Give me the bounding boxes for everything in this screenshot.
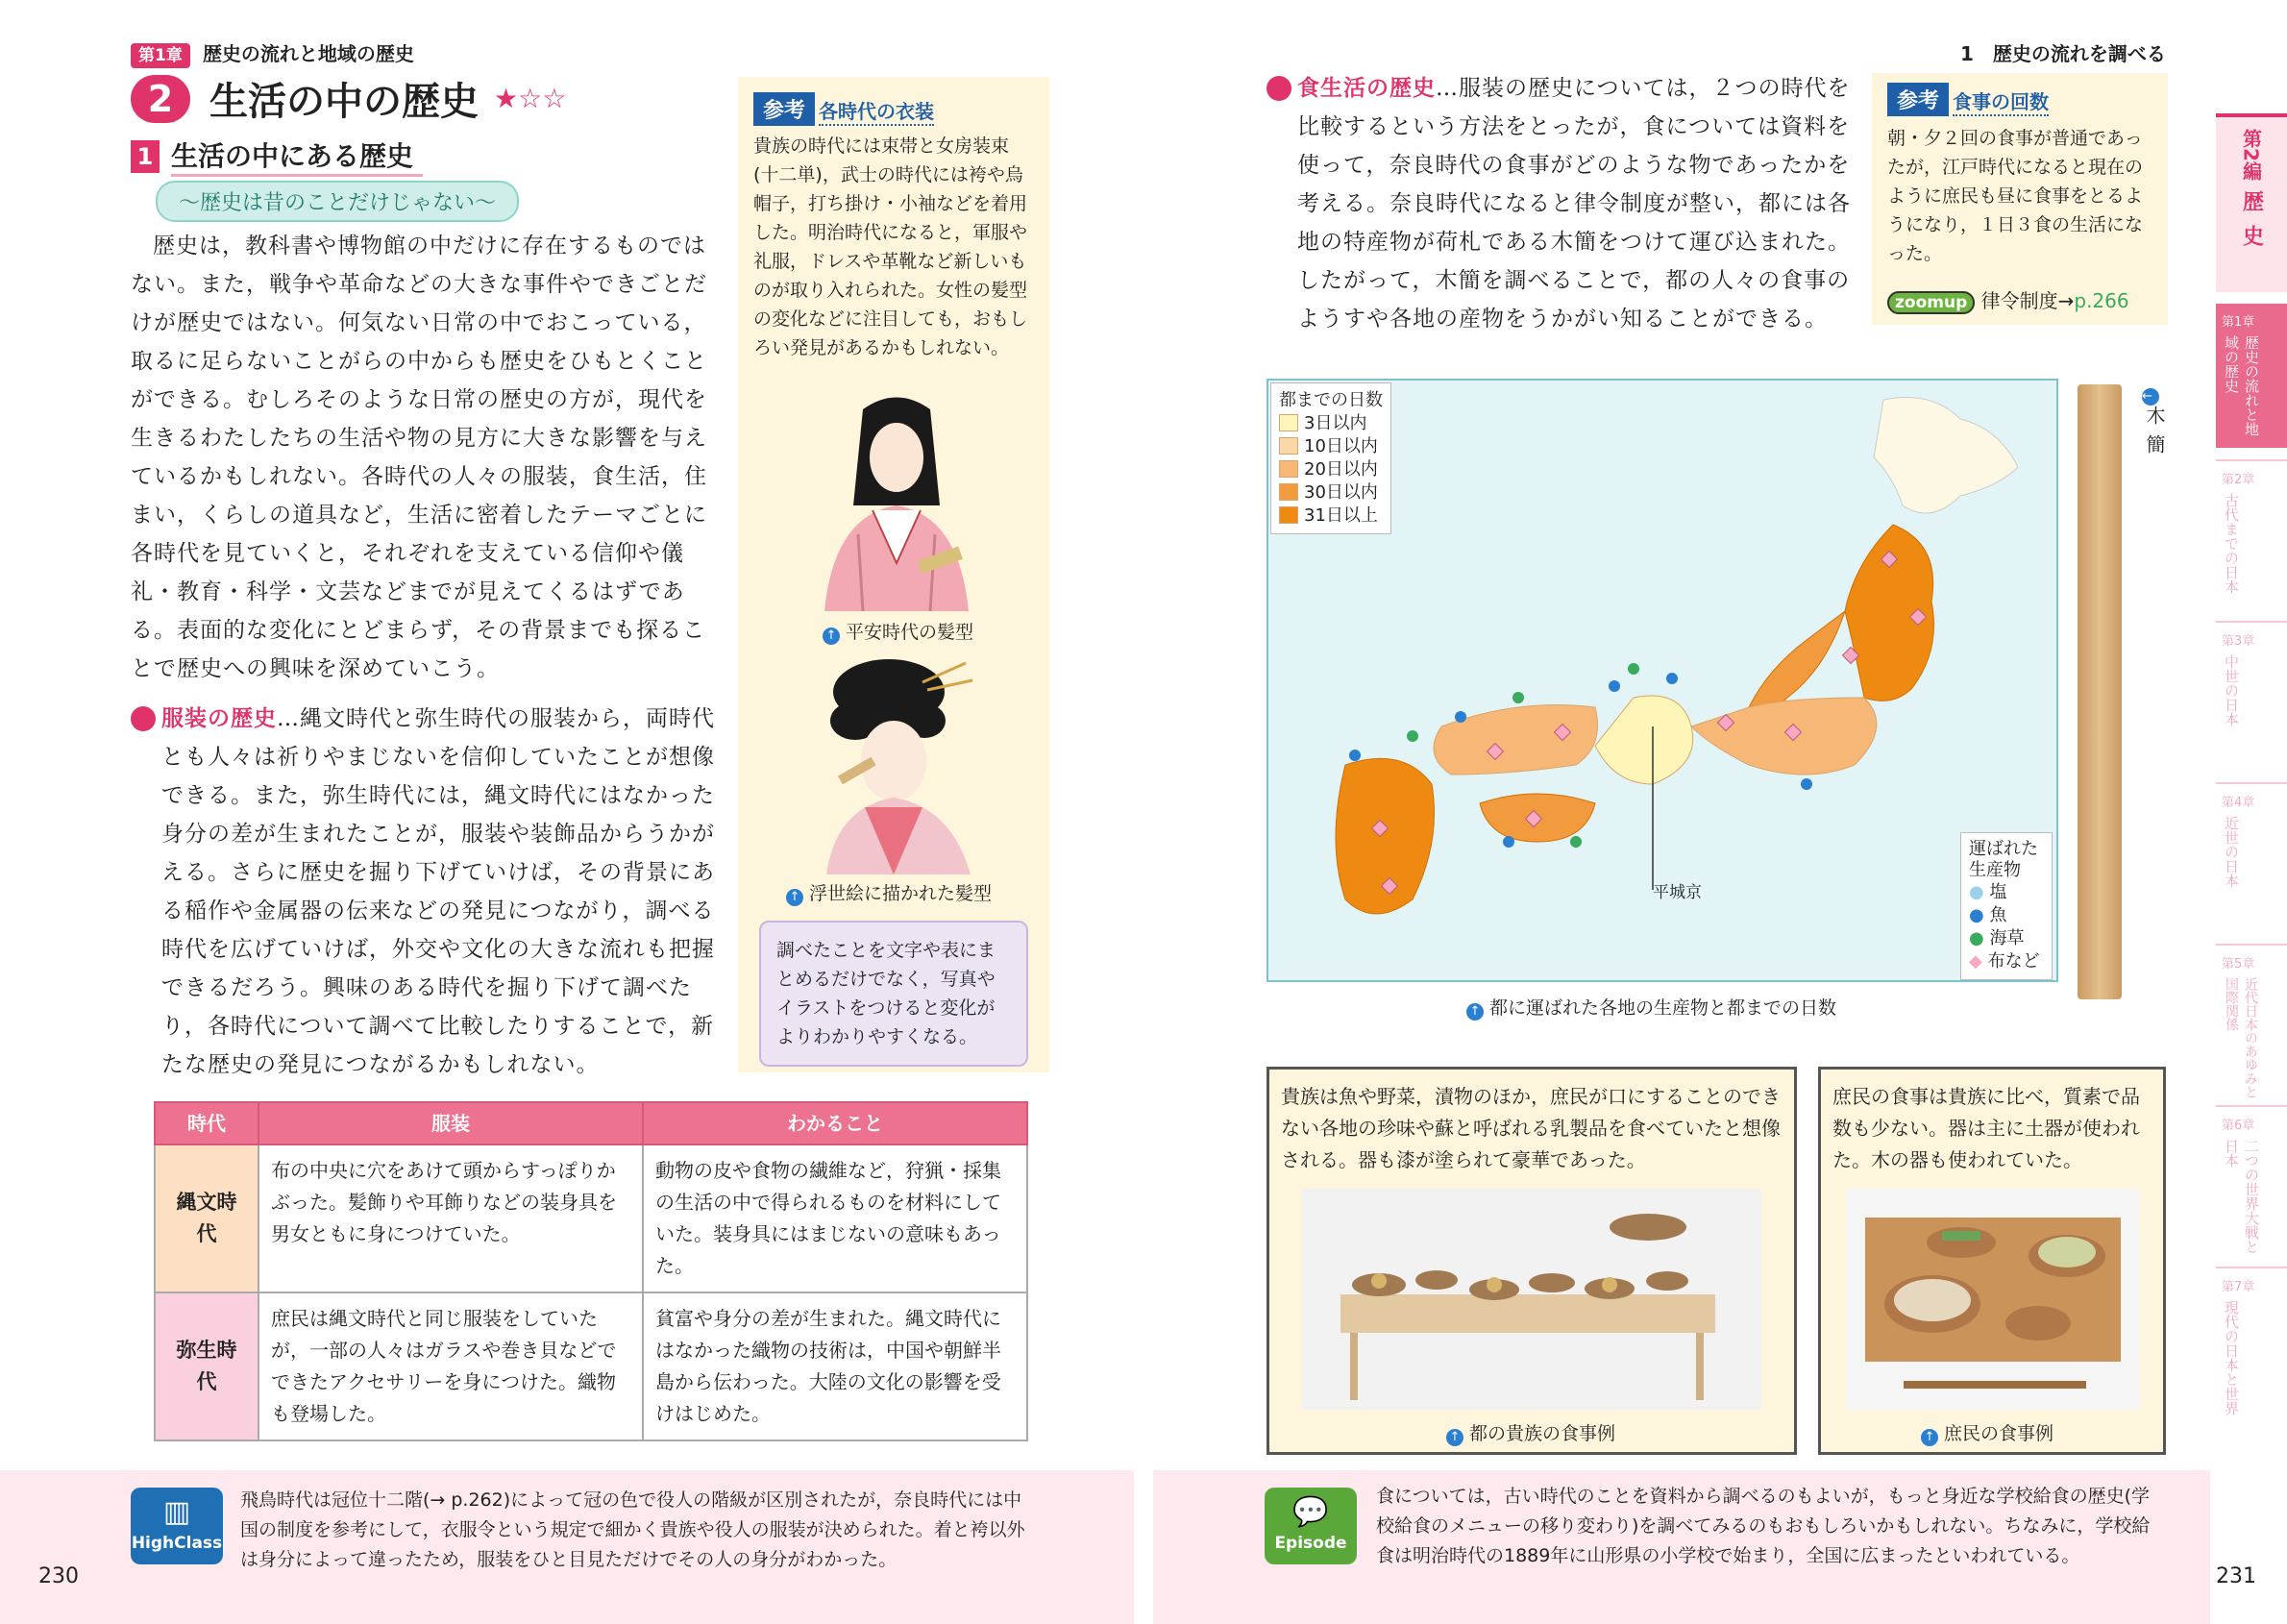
table-header: 時代 xyxy=(155,1102,258,1144)
table-cell-insight: 貧富や身分の差が生まれた。縄文時代にはなかった織物の技術は，中国や朝鮮半島から伝わった。大陸の文化の影響を受けはじめた。 xyxy=(643,1292,1027,1440)
caption-arrow-icon: ↑ xyxy=(1446,1429,1463,1446)
legend-item: 20日以内 xyxy=(1279,458,1383,481)
table-header: 服装 xyxy=(258,1102,643,1144)
table-row xyxy=(155,1144,1027,1292)
subtitle-pill: ～歴史は昔のことだけじゃない～ xyxy=(156,181,519,222)
table-row xyxy=(155,1292,1027,1440)
map-caption: ↑ 都に運ばれた各地の生産物と都までの日数 xyxy=(1466,994,1836,1021)
table-cell-era: 縄文時代 xyxy=(155,1144,258,1292)
legend-item: ◆ 布など xyxy=(1969,951,2040,972)
cloth-icon: ◆ xyxy=(1969,951,1982,972)
caption-arrow-icon: ↑ xyxy=(1466,1003,1484,1021)
reference-tag: 参考 xyxy=(753,92,815,126)
intro-paragraph: 歴史は，教科書や博物館の中だけに存在するものではない。また，戦争や革命などの大きな事件やできごとだけが歴史ではない。何気ない日常の中でおこっている，取るに足らないことがらの中からも歴史をひもとくことができる。むしろそのような日常の歴史の方が，現代を生きるわたしたちの生活や物の見方に大きな影響を与えているかもしれない。各時代の人々の服装，食生活，住まい，くらしの道具など，生活に密着したテーマごとに各時代を見ていくと，それぞれを支えている信仰や儀礼・教育・科学・文芸などまでが見えてくるはずである。表面的な変化にとどまらず，その背景までも探ることで歴史への興味を深めていこう。 xyxy=(131,234,707,681)
seaweed-icon: ● xyxy=(1969,928,1984,948)
commoner-meal-box xyxy=(1818,1067,2166,1455)
zoomup-badge: zoomup xyxy=(1887,291,1975,314)
highclass-badge: ▥ HighClass xyxy=(131,1488,223,1564)
episode-badge: 💬 Episode xyxy=(1265,1488,1357,1564)
chapter-tab-3[interactable]: 第3章 中世の日本 xyxy=(2216,621,2287,782)
table-cell-clothing: 布の中央に穴をあけて頭からすっぽりかぶった。髪飾りや耳飾りなどの装身具を男女ともに身につけていた。 xyxy=(258,1144,643,1292)
reference-title: 食事の回数 xyxy=(1953,86,2049,116)
reference-tag: 参考 xyxy=(1887,83,1949,116)
part-tab[interactable] xyxy=(2216,113,2287,292)
page-number-right: 231 xyxy=(2216,1564,2256,1588)
japan-map xyxy=(1266,379,2058,982)
zoomup-link[interactable]: zoomup 律令制度→p.266 xyxy=(1887,285,2152,313)
difficulty-stars: ★☆☆ xyxy=(494,83,567,114)
table-cell-insight: 動物の皮や食物の繊維など，狩猟・採集の生活の中で得られるものを材料にしていた。装身具にはまじないの意味もあった。 xyxy=(643,1144,1027,1292)
highclass-text: 飛鳥時代は冠位十二階(→ p.262)によって冠の色で役人の階級が区別されたが，奈良時代には中国の制度を参考にして，衣服令という規定で細かく貴族や役人の服装が決められた。着と袴以外は身分によって違ったため，服装をひと目見ただけでその人の身分がわかった。 xyxy=(240,1489,1025,1570)
mokkan-inscription xyxy=(2078,384,2093,423)
item-clothing xyxy=(122,700,717,1084)
noble-meal-box xyxy=(1266,1067,1797,1455)
table-cell-era: 弥生時代 xyxy=(155,1292,258,1440)
chapter-tab-bar xyxy=(2216,113,2287,1459)
legend-item: 30日以内 xyxy=(1279,481,1383,504)
legend-item: 10日以内 xyxy=(1279,435,1383,458)
chapter-tab-5[interactable]: 第5章 近代日本のあゆみと国際関係 xyxy=(2216,944,2287,1105)
chapter-header xyxy=(131,38,414,66)
reference-column xyxy=(738,77,1049,1072)
item2-text: …服装の歴史については，２つの時代を比較するという方法をとったが，食については資料を使って，奈良時代の食事がどのような物であったかを考える。奈良時代になると律令制度が整い，都には各地の特産物が荷札である木簡をつけて運び込まれた。したがって，木簡を調べることで，都の人々の食事のようすや各地の産物をうかがい知ることができる。 xyxy=(1297,76,1851,332)
commoner-meal-caption: ↑ 庶民の食事例 xyxy=(1921,1419,2053,1446)
reference-text: 朝・夕２回の食事が普通であったが，江戸時代になると現在のように庶民も昼に食事をとるようになり，１日３食の生活になった。 xyxy=(1887,128,2144,264)
table-header-row xyxy=(155,1102,1027,1144)
subsection-heading xyxy=(131,135,423,177)
item1-text: …縄文時代と弥生時代の服装から，両時代とも人々は祈りやまじないを信仰していたことが想像できる。また，弥生時代には，縄文時代にはなかった身分の差が生まれたことが，服装や装飾品からうかがえる。さらに歴史を掘り下げていけば，その背景にある稲作や金属器の伝来などの発見につながり，調べる時代を広げていけば，外交や文化の大きな流れも把握できるだろう。興味のある時代を掘り下げて調べたり，各時代について調べて比較したりすることで，新たな歴史の発見につながるかもしれない。 xyxy=(161,706,715,1077)
mokkan-caption: ←木簡 xyxy=(2142,389,2166,463)
subsection-number: 1 xyxy=(131,140,160,173)
chapter-tab-4[interactable]: 第4章 近世の日本 xyxy=(2216,782,2287,944)
tip-box: 調べたことを文字や表にまとめるだけでなく，写真やイラストをつけると変化がよりわかりやすくなる。 xyxy=(759,921,1028,1067)
caption-arrow-icon: ↑ xyxy=(1921,1429,1938,1446)
section-heading xyxy=(131,71,566,126)
clothing-table xyxy=(154,1101,1028,1441)
chapter-tab-6[interactable]: 第6章 二つの世界大戦と日本 xyxy=(2216,1105,2287,1267)
chapter-tab-1[interactable]: 第1章 歴史の流れと地域の歴史 xyxy=(2216,304,2287,448)
fish-icon: ● xyxy=(1969,905,1984,925)
commoner-meal-photo xyxy=(1846,1189,2140,1410)
speech-bubble-icon: 💬 xyxy=(1292,1495,1329,1529)
legend-title: 都までの日数 xyxy=(1279,390,1383,410)
right-page-header: 1 歴史の流れを調べる xyxy=(1960,42,2166,65)
section-number: 2 xyxy=(131,75,190,123)
noble-meal-text: 貴族は魚や野菜，漬物のほか，庶民が口にすることのできない各地の珍味や蘇と呼ばれる乳製品を食べていたと想像される。器も漆が塗られて豪華であった。 xyxy=(1281,1085,1781,1171)
meal-count-note xyxy=(1872,73,2168,325)
part-title: 歴史 xyxy=(2239,189,2264,259)
ukiyoe-hairstyle-illustration xyxy=(798,653,990,874)
caption-ukiyoe: ↑ 浮世絵に描かれた髪型 xyxy=(786,879,992,906)
item2-number: 2 xyxy=(1266,76,1291,101)
subsection-title: 生活の中にある歴史 xyxy=(171,135,423,177)
reference-text: 貴族の時代には束帯と女房装束(十二単)，武士の時代には袴や烏帽子，打ち掛け・小袖などを着用した。明治時代になると，軍服や礼服，ドレスや革靴など新しいものが取り入れられた。女性の髪型の変化などに注目しても，おもしろい発見があるかもしれない。 xyxy=(753,135,1028,358)
section-title: 生活の中の歴史 xyxy=(209,80,479,124)
reference-title: 各時代の衣装 xyxy=(819,96,934,126)
part-label: 第2編 xyxy=(2239,129,2263,181)
legend-item: ● 魚 xyxy=(1969,905,2007,925)
table-cell-clothing: 庶民は縄文時代と同じ服装をしていたが，一部の人々はガラスや巻き貝などでできたアクセサリーを身につけた。織物も登場した。 xyxy=(258,1292,643,1440)
heian-hairstyle-illustration xyxy=(805,390,988,611)
item2-keyword: 食生活の歴史 xyxy=(1297,76,1436,101)
legend-item: ● 塩 xyxy=(1969,882,2007,902)
salt-icon: ● xyxy=(1969,882,1984,902)
caption-arrow-icon: ↑ xyxy=(823,627,840,645)
chapter-tab-2[interactable]: 第2章 古代までの日本 xyxy=(2216,459,2287,621)
legend-item: 3日以内 xyxy=(1279,412,1383,435)
caption-arrow-icon: ← xyxy=(2142,389,2162,404)
noble-meal-photo xyxy=(1302,1189,1761,1410)
table-header: わかること xyxy=(643,1102,1027,1144)
item1-number: 1 xyxy=(131,706,156,731)
products-title: 運ばれた 生産物 xyxy=(1969,839,2038,880)
noble-meal-caption: ↑ 都の貴族の食事例 xyxy=(1446,1419,1615,1446)
days-legend xyxy=(1270,382,1391,534)
mokkan-image xyxy=(2078,384,2122,999)
caption-heian: ↑ 平安時代の髪型 xyxy=(823,618,973,645)
caption-arrow-icon: ↑ xyxy=(786,889,803,906)
page-number-left: 230 xyxy=(38,1564,79,1588)
city-label: 平城京 xyxy=(1653,883,1702,902)
legend-item: ● 海草 xyxy=(1969,928,2025,948)
item1-keyword: 服装の歴史 xyxy=(161,706,277,731)
chapter-tag: 第1章 xyxy=(131,43,190,68)
chapter-title: 歴史の流れと地域の歴史 xyxy=(202,42,414,65)
chapter-tab-7[interactable]: 第7章 現代の日本と世界 xyxy=(2216,1267,2287,1428)
commoner-meal-text: 庶民の食事は貴族に比べ，質素で品数も少ない。器は主に土器が使われた。木の器も使われていた。 xyxy=(1832,1085,2140,1171)
episode-text: 食については，古い時代のことを資料から調べるのもよいが，もっと身近な学校給食の歴史(学校給食のメニューの移り変わり)を調べてみるのもおもしろいかもしれない。ちなみに，学校給食は明治時代の1889年に山形県の小学校で始まり，全国に広まったといわれている。 xyxy=(1376,1486,2151,1566)
item-food xyxy=(1258,69,1862,338)
book-icon: ▥ xyxy=(162,1495,191,1529)
products-legend xyxy=(1960,832,2053,980)
legend-item: 31日以上 xyxy=(1279,504,1383,528)
